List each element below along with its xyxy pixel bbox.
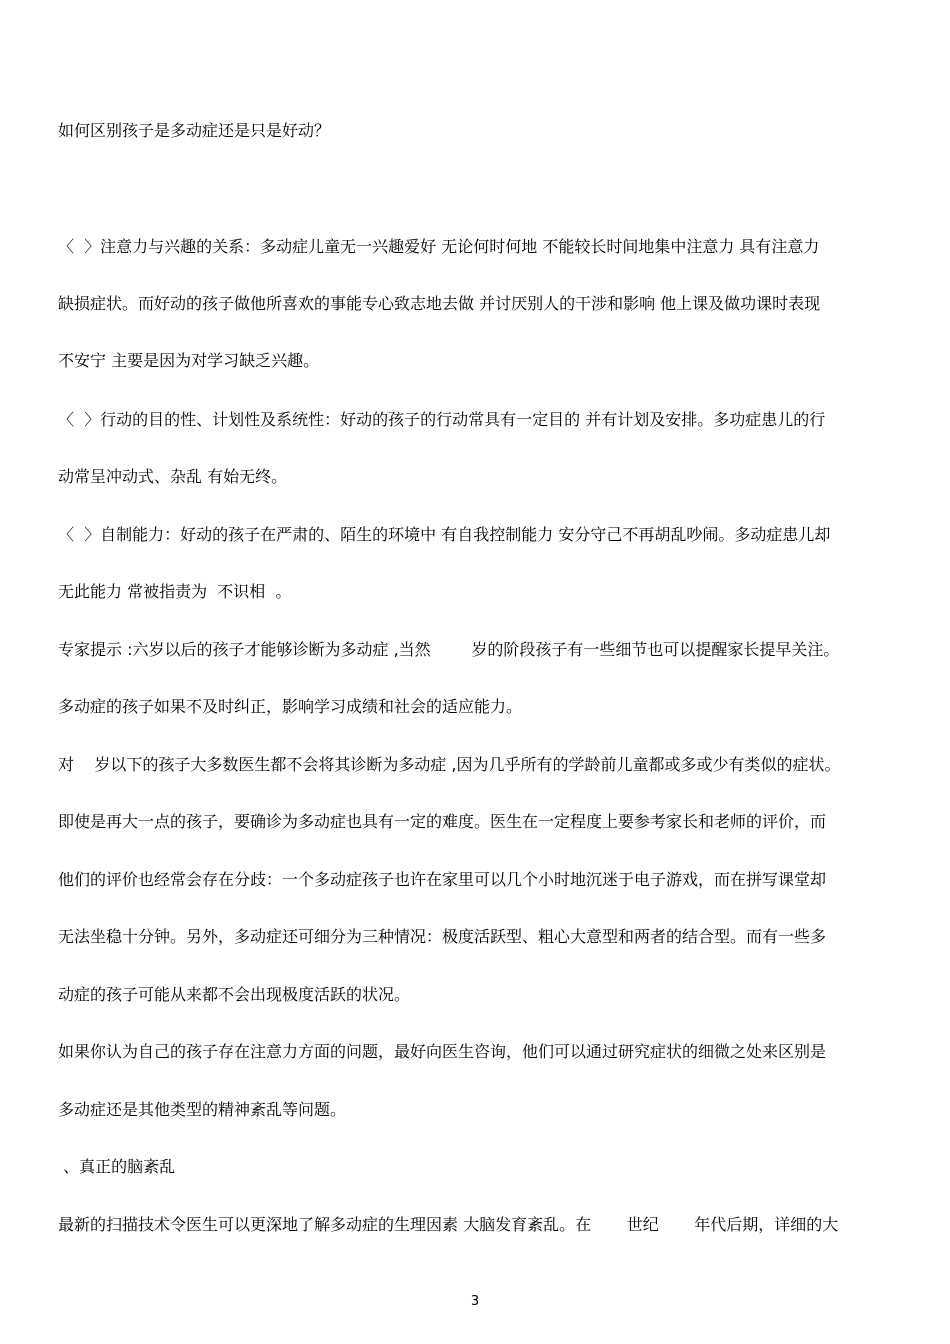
text-line: 动症的孩子可能从来都不会出现极度活跃的状况。 xyxy=(58,985,411,1004)
page-number: 3 xyxy=(470,1294,480,1309)
section-heading: 、真正的脑紊乱 xyxy=(58,1157,176,1176)
text-line: 如果你认为自己的孩子存在注意力方面的问题，最好向医生咨询，他们可以通过研究症状的细微之处来区别是 xyxy=(58,1042,827,1061)
text-line: 不安宁 主要是因为对学习缺乏兴趣。 xyxy=(58,351,320,370)
text-line: 最新的扫描技术令医生可以更深地了解多动症的生理因素 大脑发育紊乱。在 世纪 年代后期，详细的大 xyxy=(58,1215,839,1234)
text-line: 〈 〉注意力与兴趣的关系：多动症儿童无一兴趣爱好 无论何时何地 不能较长时间地集中注意力 具有注意力 xyxy=(58,237,820,256)
text-line: 〈 〉自制能力：好动的孩子在严肃的、陌生的环境中 有自我控制能力 安分守己不再胡乱吵闹。多动症患儿却 xyxy=(58,525,831,544)
text-line: 无法坐稳十分钟。另外，多动症还可细分为三种情况：极度活跃型、粗心大意型和两者的结合型。而有一些多 xyxy=(58,927,827,946)
text-line: 专家提示 :六岁以后的孩子才能够诊断为多动症 ,当然 岁的阶段孩子有一些细节也可以提醒家长提早关注。 xyxy=(58,640,840,659)
text-line: 对 岁以下的孩子大多数医生都不会将其诊断为多动症 ,因为几乎所有的学龄前儿童都或多或少有类似的症状。 xyxy=(58,755,841,774)
text-line: 缺损症状。而好动的孩子做他所喜欢的事能专心致志地去做 并讨厌别人的干涉和影响 他上课及做功课时表现 xyxy=(58,294,821,313)
text-line: 动常呈冲动式、杂乱 有始无终。 xyxy=(58,467,288,486)
text-line: 他们的评价也经常会存在分歧：一个多动症孩子也许在家里可以几个小时地沉迷于电子游戏，而在拼写课堂却 xyxy=(58,870,827,889)
text-line: 无此能力 常被指责为 不识相 。 xyxy=(58,582,292,601)
text-line: 即使是再大一点的孩子，要确诊为多动症也具有一定的难度。医生在一定程度上要参考家长和老师的评价，而 xyxy=(58,812,827,831)
text-line: 多动症还是其他类型的精神紊乱等问题。 xyxy=(58,1100,347,1119)
text-line: 多动症的孩子如果不及时纠正，影响学习成绩和社会的适应能力。 xyxy=(58,697,523,716)
text-line: 〈 〉行动的目的性、计划性及系统性：好动的孩子的行动常具有一定目的 并有计划及安排。多功症患儿的行 xyxy=(58,410,826,429)
document-title: 如何区别孩子是多动症还是只是好动？ xyxy=(58,121,331,140)
